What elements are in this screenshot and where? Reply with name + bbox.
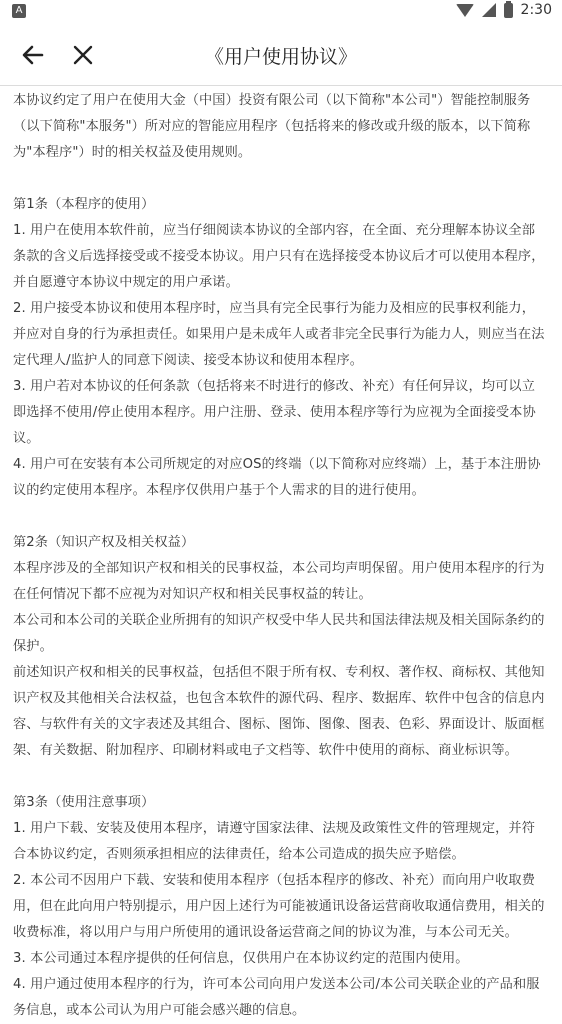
section-1-paragraph: 4. 用户可在安装有本公司所规定的对应OS的终端（以下简称对应终端）上，基于本注册协议的约定使用本程序。本程序仅供用户基于个人需求的目的进行使用。 <box>13 457 541 498</box>
agreement-content <box>0 86 562 1024</box>
status-time: 2:30 <box>520 2 552 18</box>
section-1-heading: 第1条（本程序的使用） <box>13 197 155 212</box>
section-3-paragraph: 1. 用户下载、安装及使用本程序，请遵守国家法律、法规及政策性文件的管理规定，并符合本协议约定，否则须承担相应的法律责任，给本公司造成的损失应予赔偿。 <box>13 821 535 862</box>
section-3-paragraph: 4. 用户通过使用本程序的行为，许可本公司向用户发送本公司/本公司关联企业的产品和服务信息，或本公司认为用户可能会感兴趣的信息。 <box>13 977 540 1018</box>
section-2-paragraph: 本程序涉及的全部知识产权和相关的民事权益，本公司均声明保留。用户使用本程序的行为在任何情况下都不应视为对知识产权和相关民事权益的转让。 <box>13 561 545 602</box>
section-3-heading: 第3条（使用注意事项） <box>13 795 155 810</box>
signal-icon <box>482 3 496 17</box>
section-1-paragraph: 2. 用户接受本协议和使用本程序时，应当具有完全民事行为能力及相应的民事权利能力，并应对自身的行为承担责任。如果用户是未成年人或者非完全民事行为能力人，则应当在法定代理人/监护人的同意下阅读、接受本协议和使用本程序。 <box>13 301 545 368</box>
status-bar <box>0 0 562 24</box>
section-1-paragraph: 1. 用户在使用本软件前，应当仔细阅读本协议的全部内容，在全面、充分理解本协议全部条款的含义后选择接受或不接受本协议。用户只有在选择接受本协议后才可以使用本程序，并自愿遵守本协议中规定的用户承诺。 <box>13 223 545 290</box>
notification-icon: A <box>12 4 26 18</box>
section-3-paragraph: 2. 本公司不因用户下载、安装和使用本程序（包括本程序的修改、补充）而向用户收取费用，但在此向用户特别提示，用户因上述行为可能被通讯设备运营商收取通信费用，相关的收费标准，将以用户与用户所使用的通讯设备运营商之间的协议为准，与本公司无关。 <box>13 873 545 940</box>
section-2-paragraph: 前述知识产权和相关的民事权益，包括但不限于所有权、专利权、著作权、商标权、其他知识产权及其他相关合法权益，也包含本软件的源代码、程序、数据库、软件中包含的信息内容、与软件有关的文字表述及其组合、图标、图饰、图像、图表、色彩、界面设计、版面框架、有关数据、附加程序、印刷材料或电子文档等、软件中使用的商标、商业标识等。 <box>13 665 545 758</box>
intro-paragraph: 本协议约定了用户在使用大金（中国）投资有限公司（以下简称"本公司"）智能控制服务（以下简称"本服务"）所对应的智能应用程序（包括将来的修改或升级的版本，以下简称为"本程序"）时的相关权益及使用规则。 <box>13 93 531 160</box>
status-icons <box>456 2 552 18</box>
wifi-icon <box>456 4 474 17</box>
battery-icon <box>504 3 513 18</box>
section-2-heading: 第2条（知识产权及相关权益） <box>13 535 195 550</box>
section-3-paragraph: 3. 本公司通过本程序提供的任何信息，仅供用户在本协议约定的范围内使用。 <box>13 951 469 966</box>
section-1-paragraph: 3. 用户若对本协议的任何条款（包括将来不时进行的修改、补充）有任何异议，均可以立即选择不使用/停止使用本程序。用户注册、登录、使用本程序等行为应视为全面接受本协议。 <box>13 379 536 446</box>
page-title: 《用户使用协议》 <box>204 46 357 68</box>
app-header <box>0 24 562 86</box>
section-2-paragraph: 本公司和本公司的关联企业所拥有的知识产权受中华人民共和国法律法规及相关国际条约的保护。 <box>13 613 545 654</box>
